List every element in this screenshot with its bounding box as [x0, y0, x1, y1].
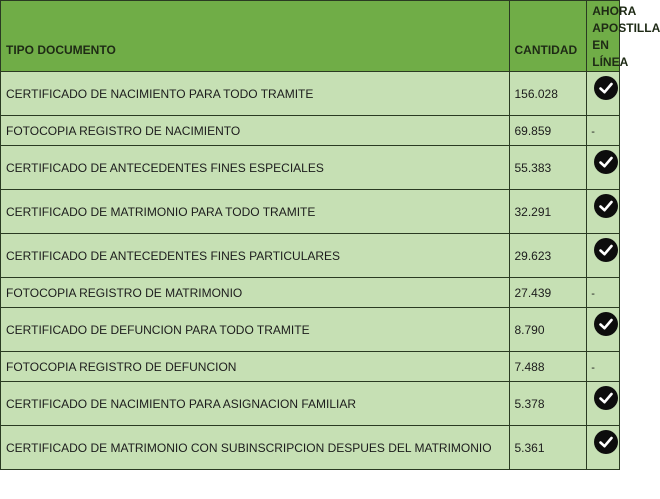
check-icon [594, 312, 618, 336]
check-icon [594, 194, 618, 218]
apostille-cell [587, 234, 620, 278]
check-icon [594, 430, 618, 454]
not-available-dash: - [591, 287, 595, 300]
doc-type-cell: CERTIFICADO DE MATRIMONIO CON SUBINSCRIPCION DESPUES DEL MATRIMONIO [1, 426, 510, 470]
doc-type-cell: CERTIFICADO DE DEFUNCION PARA TODO TRAMITE [1, 308, 510, 352]
table-row [1, 426, 620, 470]
table-row [1, 190, 620, 234]
quantity-cell: 29.623 [509, 234, 587, 278]
doc-type-cell: FOTOCOPIA REGISTRO DE NACIMIENTO [1, 116, 510, 146]
not-available-dash: - [591, 125, 595, 138]
apostille-cell [587, 382, 620, 426]
quantity-cell: 5.361 [509, 426, 587, 470]
apostille-cell [587, 352, 620, 382]
apostille-cell [587, 278, 620, 308]
table-row [1, 308, 620, 352]
doc-type-cell: CERTIFICADO DE NACIMIENTO PARA ASIGNACION FAMILIAR [1, 382, 510, 426]
quantity-cell: 69.859 [509, 116, 587, 146]
check-icon [594, 150, 618, 174]
apostille-cell [587, 116, 620, 146]
table-row [1, 278, 620, 308]
header-apostille: AHORA APOSTILLA EN LÍNEA [587, 1, 620, 72]
table-row [1, 146, 620, 190]
quantity-cell: 32.291 [509, 190, 587, 234]
quantity-cell: 156.028 [509, 72, 587, 116]
apostille-cell [587, 190, 620, 234]
check-icon [594, 238, 618, 262]
doc-type-cell: CERTIFICADO DE MATRIMONIO PARA TODO TRAMITE [1, 190, 510, 234]
check-icon [594, 76, 618, 100]
apostille-cell [587, 72, 620, 116]
table-row [1, 72, 620, 116]
quantity-cell: 27.439 [509, 278, 587, 308]
doc-type-cell: CERTIFICADO DE ANTECEDENTES FINES PARTICULARES [1, 234, 510, 278]
quantity-cell: 5.378 [509, 382, 587, 426]
not-available-dash: - [591, 361, 595, 374]
apostille-cell [587, 426, 620, 470]
doc-type-cell: CERTIFICADO DE NACIMIENTO PARA TODO TRAMITE [1, 72, 510, 116]
table-row [1, 234, 620, 278]
doc-type-cell: CERTIFICADO DE ANTECEDENTES FINES ESPECIALES [1, 146, 510, 190]
doc-type-cell: FOTOCOPIA REGISTRO DE MATRIMONIO [1, 278, 510, 308]
header-quantity: CANTIDAD [509, 1, 587, 72]
header-doc-type: TIPO DOCUMENTO [1, 1, 510, 72]
doc-type-cell: FOTOCOPIA REGISTRO DE DEFUNCION [1, 352, 510, 382]
quantity-cell: 8.790 [509, 308, 587, 352]
quantity-cell: 7.488 [509, 352, 587, 382]
apostille-cell [587, 146, 620, 190]
quantity-cell: 55.383 [509, 146, 587, 190]
table-body [1, 72, 620, 470]
table-row [1, 352, 620, 382]
table-header-row [1, 1, 620, 72]
table-row [1, 116, 620, 146]
table-row [1, 382, 620, 426]
check-icon [594, 386, 618, 410]
apostille-cell [587, 308, 620, 352]
